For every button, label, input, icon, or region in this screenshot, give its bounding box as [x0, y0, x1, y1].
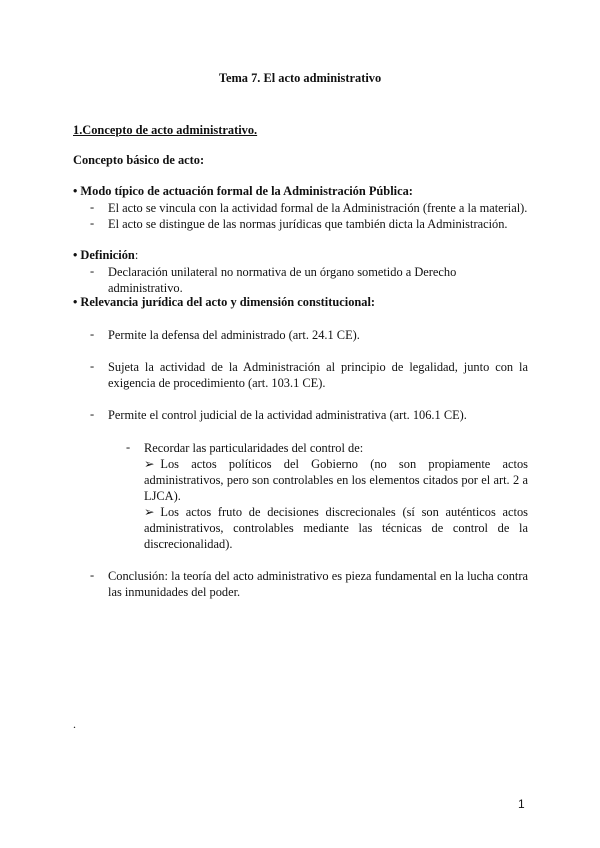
list-dash: -	[90, 216, 95, 230]
page-number: 1	[518, 797, 525, 811]
list-item-conclusion: Conclusión: la teoría del acto administrativo es pieza fundamental en la lucha contra las inmunidades del poder.	[108, 569, 528, 599]
stray-mark: .	[73, 717, 76, 731]
sublist-point-text: Los actos fruto de decisiones discrecionales (sí son auténticos actos administrativos, controlables mediante las técnicas de control de la discrecionalidad).	[144, 505, 528, 551]
list-dash: -	[90, 359, 95, 373]
arrow-bullet-icon: ➢	[144, 505, 155, 519]
heading-relevancia: • Relevancia jurídica del acto y dimensión constitucional:	[73, 295, 376, 309]
heading-definicion-label: • Definición	[73, 248, 135, 262]
sublist-intro: Recordar las particularidades del control de:	[144, 441, 364, 455]
list-item: El acto se distingue de las normas jurídicas que también dicta la Administración.	[108, 217, 508, 231]
list-dash: -	[90, 200, 95, 214]
document-title: Tema 7. El acto administrativo	[218, 71, 382, 85]
list-dash: -	[90, 407, 95, 421]
sublist-point	[144, 504, 528, 552]
list-item: Declaración unilateral no normativa de un órgano sometido a Derecho administrativo.	[108, 265, 457, 295]
list-item: Sujeta la actividad de la Administración al principio de legalidad, junto con la exigencia de procedimiento (art. 103.1 CE).	[108, 360, 528, 390]
sublist-point	[144, 456, 528, 504]
heading-definicion-colon: :	[134, 248, 139, 262]
list-dash: -	[90, 264, 95, 278]
section-heading: 1.Concepto de acto administrativo.	[73, 123, 258, 137]
heading-definicion	[73, 248, 138, 263]
list-item: Permite la defensa del administrado (art. 24.1 CE).	[108, 328, 360, 342]
list-dash: -	[90, 568, 95, 582]
heading-modo-tipico: • Modo típico de actuación formal de la Administración Pública:	[73, 184, 413, 198]
sublist-dash: -	[126, 440, 131, 454]
subheading-basic-concept: Concepto básico de acto:	[73, 153, 205, 167]
list-item: El acto se vincula con la actividad formal de la Administración (frente a la material).	[108, 201, 528, 215]
arrow-bullet-icon: ➢	[144, 457, 155, 471]
list-dash: -	[90, 327, 95, 341]
list-item: Permite el control judicial de la actividad administrativa (art. 106.1 CE).	[108, 408, 467, 422]
sublist-point-text: Los actos políticos del Gobierno (no son propiamente actos administrativos, pero son controlables en los elementos citados por el art. 2 a LJCA).	[144, 457, 528, 503]
